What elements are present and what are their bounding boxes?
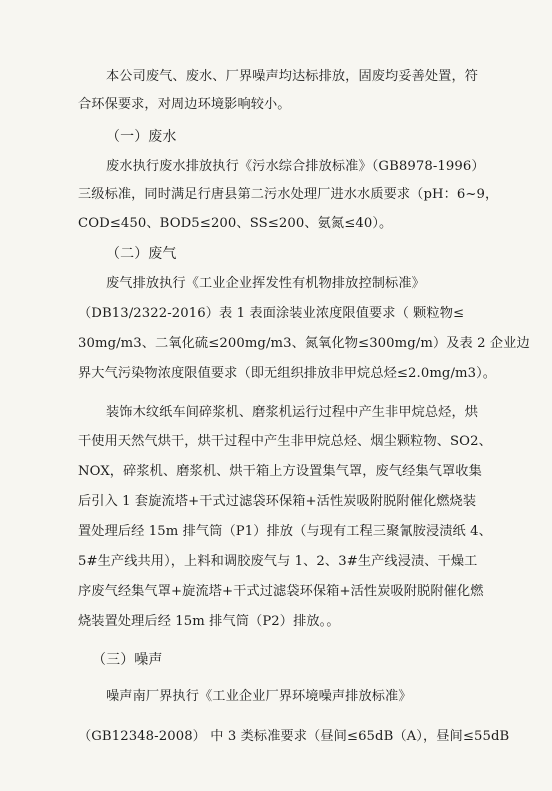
- exhaust-para2-line-7: 序废气经集气罩+旋流塔+干式过滤袋环保箱+活性炭吸附脱附催化燃: [78, 584, 484, 599]
- wastewater-line-3: COD≤450、BOD5≤200、SS≤200、氨氮≤40）。: [78, 216, 393, 231]
- section-heading-noise: （三）噪声: [92, 652, 163, 668]
- exhaust-para2-line-2: 干使用天然气烘干，烘干过程中产生非甲烷总烃、烟尘颗粒物、SO2、: [78, 434, 492, 449]
- exhaust-para1-line-3: 30mg/m3、二氧化硫≤200mg/m3、氮氧化物≤300mg/m）及表 2 企业边: [78, 336, 530, 351]
- section-heading-exhaust: （二）废气: [106, 246, 177, 262]
- exhaust-para1-line-4: 界大气污染物浓度限值要求（即无组织排放非甲烷总烃≤2.0mg/m3）。: [78, 366, 497, 381]
- wastewater-line-1: 废水执行废水排放执行《污水综合排放标准》（GB8978-1996）: [106, 159, 485, 174]
- noise-line-1: 噪声南厂界执行《工业企业厂界环境噪声排放标准》: [106, 689, 412, 704]
- section-heading-wastewater: （一）废水: [106, 129, 177, 145]
- exhaust-para2-line-3: NOX，碎浆机、磨浆机、烘干箱上方设置集气罩，废气经集气罩收集: [78, 464, 482, 479]
- exhaust-para2-line-4: 后引入 1 套旋流塔+干式过滤袋环保箱+活性炭吸附脱附催化燃烧装: [78, 494, 477, 509]
- exhaust-para1-line-1: 废气排放执行《工业企业挥发性有机物排放控制标准》: [106, 276, 425, 291]
- wastewater-line-2: 三级标准，同时满足行唐县第二污水处理厂进水水质要求（pH：6~9，: [78, 187, 499, 202]
- exhaust-para2-line-5: 置处理后经 15m 排气筒（P1）排放（与现有工程三聚氰胺浸渍纸 4、: [78, 524, 492, 539]
- exhaust-para2-line-8: 烧装置处理后经 15m 排气筒（P2）排放。。: [78, 614, 340, 629]
- noise-line-2: （GB12348-2008） 中 3 类标准要求（昼间≤65dB（A），昼间≤55dB: [78, 729, 510, 744]
- exhaust-para1-line-2: （DB13/2322-2016）表 1 表面涂装业浓度限值要求（ 颗粒物≤: [78, 306, 465, 321]
- intro-line-1: 本公司废气、废水、厂界噪声均达标排放，固废均妥善处置，符: [106, 69, 479, 84]
- intro-line-2: 合环保要求，对周边环境影响较小。: [78, 97, 291, 112]
- exhaust-para2-line-1: 装饰木纹纸车间碎浆机、磨浆机运行过程中产生非甲烷总烃，烘: [106, 405, 479, 420]
- exhaust-para2-line-6: 5#生产线共用），上料和调胶废气与 1、2、3#生产线浸渍、干燥工: [78, 554, 478, 569]
